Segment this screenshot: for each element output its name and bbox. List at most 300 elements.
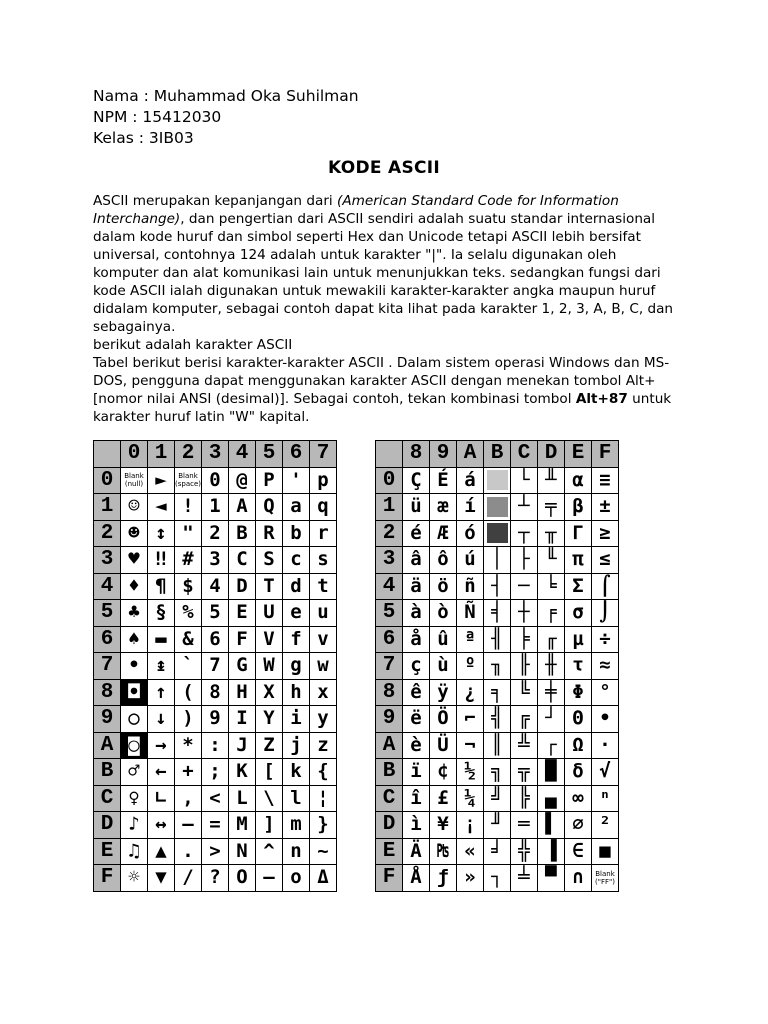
char-cell: m	[283, 812, 310, 839]
char-cell: ♣	[121, 600, 148, 627]
char-cell: .	[175, 838, 202, 865]
char-cell: î	[403, 785, 430, 812]
char-cell: ·	[592, 732, 619, 759]
char-cell: ♦	[121, 573, 148, 600]
char-cell: Σ	[565, 573, 592, 600]
char-cell: å	[403, 626, 430, 653]
text-span: Tabel berikut berisi karakter-karakter ASCII . Dalam sistem operasi Windows dan MS-DOS, pengguna dapat menggunakan karakter ASCII dengan menekan tombol Alt+[nomor nilai ANSI (desimal)]. Sebagai contoh, tekan kombinasi tombol	[93, 355, 670, 407]
row-header: 6	[94, 626, 121, 653]
char-cell: ‼	[148, 547, 175, 574]
row-header: 5	[94, 600, 121, 627]
char-cell: ₧	[430, 838, 457, 865]
char-cell: ^	[256, 838, 283, 865]
corner-cell	[376, 441, 403, 468]
column-header: 7	[310, 441, 337, 468]
char-cell: (	[175, 679, 202, 706]
row-header: B	[94, 759, 121, 786]
char-cell: ╛	[484, 838, 511, 865]
char-cell: ╥	[538, 520, 565, 547]
char-cell: §	[148, 600, 175, 627]
char-cell: →	[148, 732, 175, 759]
char-cell: 9	[202, 706, 229, 733]
char-cell: ⁿ	[592, 785, 619, 812]
char-cell: x	[310, 679, 337, 706]
char-cell: ä	[403, 573, 430, 600]
student-npm: NPM : 15412030	[93, 108, 222, 126]
char-cell: P	[256, 467, 283, 494]
char-cell: ÷	[592, 626, 619, 653]
char-cell: δ	[565, 759, 592, 786]
char-cell: ∅	[565, 812, 592, 839]
char-cell: ┤	[484, 573, 511, 600]
table-row	[376, 653, 619, 680]
char-cell: ▄	[538, 785, 565, 812]
table-row	[376, 732, 619, 759]
bold-span: Alt+87	[575, 391, 628, 407]
char-cell: C	[229, 547, 256, 574]
char-cell: ╪	[538, 679, 565, 706]
char-cell: 2	[202, 520, 229, 547]
char-cell: Ü	[430, 732, 457, 759]
table-row	[94, 679, 337, 706]
char-cell: £	[430, 785, 457, 812]
row-header: F	[94, 865, 121, 892]
char-cell: ╗	[484, 759, 511, 786]
char-cell: ▬	[148, 626, 175, 653]
column-header: 6	[283, 441, 310, 468]
row-header: 5	[376, 600, 403, 627]
header-row	[376, 441, 619, 468]
char-cell: Ä	[403, 838, 430, 865]
char-cell: R	[256, 520, 283, 547]
column-header: 0	[121, 441, 148, 468]
char-cell: y	[310, 706, 337, 733]
table-row	[376, 467, 619, 494]
table-row	[94, 759, 337, 786]
row-header: E	[376, 838, 403, 865]
char-cell: ╢	[484, 626, 511, 653]
char-cell: +	[175, 759, 202, 786]
char-cell: v	[310, 626, 337, 653]
char-cell: ¿	[457, 679, 484, 706]
char-cell: ┼	[511, 600, 538, 627]
char-cell: b	[283, 520, 310, 547]
char-cell: z	[310, 732, 337, 759]
char-cell: ♀	[121, 785, 148, 812]
char-cell: !	[175, 494, 202, 521]
char-cell: t	[310, 573, 337, 600]
char-cell: #	[175, 547, 202, 574]
char-cell: ü	[403, 494, 430, 521]
char-cell: ╜	[484, 812, 511, 839]
char-cell: ☺	[121, 494, 148, 521]
column-header: D	[538, 441, 565, 468]
char-cell: à	[403, 600, 430, 627]
text-span: untuk karakter huruf latin "W" kapital.	[93, 391, 672, 425]
char-cell: ◄	[148, 494, 175, 521]
char-cell: s	[310, 547, 337, 574]
char-cell: }	[310, 812, 337, 839]
char-cell: 6	[202, 626, 229, 653]
row-header: 8	[376, 679, 403, 706]
char-cell: /	[175, 865, 202, 892]
char-cell: Ö	[430, 706, 457, 733]
table-row	[94, 732, 337, 759]
char-cell: ▐	[538, 838, 565, 865]
char-cell: │	[484, 547, 511, 574]
column-header: 4	[229, 441, 256, 468]
char-cell: ←	[148, 759, 175, 786]
table-row	[376, 547, 619, 574]
row-header: D	[376, 812, 403, 839]
char-cell: ↕	[148, 520, 175, 547]
char-cell: ╦	[511, 759, 538, 786]
intro-text	[93, 192, 683, 426]
char-cell: ≡	[592, 467, 619, 494]
char-cell: M	[229, 812, 256, 839]
char-cell: ≥	[592, 520, 619, 547]
char-cell: ▲	[148, 838, 175, 865]
char-cell: ☻	[121, 520, 148, 547]
char-cell: `	[175, 653, 202, 680]
char-cell: &	[175, 626, 202, 653]
table-row	[94, 838, 337, 865]
char-cell: ?	[202, 865, 229, 892]
char-cell: ╠	[511, 785, 538, 812]
char-cell: g	[283, 653, 310, 680]
row-header: 0	[376, 467, 403, 494]
char-cell: ○	[121, 706, 148, 733]
char-cell: o	[283, 865, 310, 892]
char-cell: i	[283, 706, 310, 733]
char-cell: c	[283, 547, 310, 574]
char-cell: ▼	[148, 865, 175, 892]
char-cell: J	[229, 732, 256, 759]
char-cell: ]	[256, 812, 283, 839]
char-cell: n	[283, 838, 310, 865]
char-cell: ╩	[511, 732, 538, 759]
table-row	[94, 467, 337, 494]
row-header: 8	[94, 679, 121, 706]
char-cell: ó	[457, 520, 484, 547]
char-cell: ├	[511, 547, 538, 574]
char-cell: ┌	[538, 732, 565, 759]
table-row	[376, 679, 619, 706]
row-header: D	[94, 812, 121, 839]
table-row	[376, 626, 619, 653]
char-cell: h	[283, 679, 310, 706]
char-cell	[484, 520, 511, 547]
table-row	[94, 520, 337, 547]
char-cell: Z	[256, 732, 283, 759]
table-row	[376, 812, 619, 839]
row-header: 4	[376, 573, 403, 600]
char-cell: "	[175, 520, 202, 547]
table-row	[376, 838, 619, 865]
char-cell: V	[256, 626, 283, 653]
char-cell: ║	[484, 732, 511, 759]
char-cell: ª	[457, 626, 484, 653]
table-row	[376, 759, 619, 786]
table-row	[376, 785, 619, 812]
row-header: 2	[376, 520, 403, 547]
char-cell: ┬	[511, 520, 538, 547]
char-cell: ╤	[538, 494, 565, 521]
char-cell: ♪	[121, 812, 148, 839]
char-cell: Y	[256, 706, 283, 733]
char-cell: Blank ("FF")	[592, 865, 619, 892]
char-cell: q	[310, 494, 337, 521]
char-cell: ◙	[121, 732, 148, 759]
char-cell: ï	[403, 759, 430, 786]
table-row	[94, 653, 337, 680]
char-cell: ê	[403, 679, 430, 706]
char-cell: K	[229, 759, 256, 786]
char-cell: 7	[202, 653, 229, 680]
char-cell: *	[175, 732, 202, 759]
char-cell: ↔	[148, 812, 175, 839]
char-cell: ∟	[148, 785, 175, 812]
char-cell: ╟	[511, 653, 538, 680]
char-cell: ⌐	[457, 706, 484, 733]
char-cell: ô	[430, 547, 457, 574]
char-cell: ∞	[565, 785, 592, 812]
char-cell: ╔	[511, 706, 538, 733]
char-cell: f	[283, 626, 310, 653]
char-cell: r	[310, 520, 337, 547]
row-header: A	[94, 732, 121, 759]
char-cell: ╘	[538, 573, 565, 600]
table-row	[94, 547, 337, 574]
row-header: 6	[376, 626, 403, 653]
char-cell: ╓	[538, 626, 565, 653]
char-cell: á	[457, 467, 484, 494]
char-cell: ¼	[457, 785, 484, 812]
char-cell: ╝	[484, 785, 511, 812]
char-cell: —	[256, 865, 283, 892]
row-header: B	[376, 759, 403, 786]
char-cell: ▌	[538, 812, 565, 839]
char-cell: í	[457, 494, 484, 521]
char-cell: •	[121, 653, 148, 680]
row-header: E	[94, 838, 121, 865]
char-cell: ╙	[538, 547, 565, 574]
char-cell: ◘	[121, 679, 148, 706]
row-header: 9	[376, 706, 403, 733]
char-cell: ♥	[121, 547, 148, 574]
char-cell: ñ	[457, 573, 484, 600]
char-cell: ╒	[538, 600, 565, 627]
char-cell: \	[256, 785, 283, 812]
column-header: C	[511, 441, 538, 468]
char-cell: ì	[403, 812, 430, 839]
char-cell: –	[175, 812, 202, 839]
char-cell: ╫	[538, 653, 565, 680]
column-header: 3	[202, 441, 229, 468]
column-header: B	[484, 441, 511, 468]
student-name: Nama : Muhammad Oka Suhilman	[93, 87, 359, 105]
char-cell: [	[256, 759, 283, 786]
char-cell: ⌠	[592, 573, 619, 600]
column-header: F	[592, 441, 619, 468]
char-cell: D	[229, 573, 256, 600]
row-header: 0	[94, 467, 121, 494]
char-cell: 3	[202, 547, 229, 574]
char-cell: ↨	[148, 653, 175, 680]
char-cell: S	[256, 547, 283, 574]
student-info	[93, 86, 359, 149]
char-cell: 8	[202, 679, 229, 706]
row-header: F	[376, 865, 403, 892]
char-cell: Ñ	[457, 600, 484, 627]
char-cell: ±	[592, 494, 619, 521]
char-cell: µ	[565, 626, 592, 653]
char-cell: º	[457, 653, 484, 680]
char-cell: %	[175, 600, 202, 627]
char-cell: ²	[592, 812, 619, 839]
char-cell: 1	[202, 494, 229, 521]
table-row	[94, 785, 337, 812]
char-cell: É	[430, 467, 457, 494]
table-row	[94, 626, 337, 653]
char-cell	[484, 467, 511, 494]
shade-swatch	[487, 497, 508, 517]
char-cell: ┴	[511, 494, 538, 521]
row-header: 9	[94, 706, 121, 733]
char-cell: ,	[175, 785, 202, 812]
char-cell: █	[538, 759, 565, 786]
char-cell: ↓	[148, 706, 175, 733]
row-header: C	[94, 785, 121, 812]
row-header: 3	[94, 547, 121, 574]
table-row	[376, 520, 619, 547]
char-cell: Θ	[565, 706, 592, 733]
row-header: 7	[94, 653, 121, 680]
row-header: C	[376, 785, 403, 812]
row-header: 4	[94, 573, 121, 600]
header-row	[94, 441, 337, 468]
char-cell: A	[229, 494, 256, 521]
char-cell: >	[202, 838, 229, 865]
char-cell: â	[403, 547, 430, 574]
char-cell: è	[403, 732, 430, 759]
table-row	[94, 494, 337, 521]
column-header: 1	[148, 441, 175, 468]
char-cell: u	[310, 600, 337, 627]
corner-cell	[94, 441, 121, 468]
shade-swatch	[487, 470, 508, 490]
char-cell: ¶	[148, 573, 175, 600]
char-cell: =	[202, 812, 229, 839]
char-cell: ♫	[121, 838, 148, 865]
table-row	[376, 494, 619, 521]
char-cell: <	[202, 785, 229, 812]
char-cell: π	[565, 547, 592, 574]
char-cell: j	[283, 732, 310, 759]
char-cell: I	[229, 706, 256, 733]
char-cell: Æ	[430, 520, 457, 547]
char-cell: @	[229, 467, 256, 494]
char-cell: ╚	[511, 679, 538, 706]
char-cell: û	[430, 626, 457, 653]
char-cell: ┘	[538, 706, 565, 733]
char-cell: O	[229, 865, 256, 892]
char-cell: β	[565, 494, 592, 521]
column-header: 9	[430, 441, 457, 468]
char-cell: ƒ	[430, 865, 457, 892]
row-header: 2	[94, 520, 121, 547]
char-cell: L	[229, 785, 256, 812]
char-cell: :	[202, 732, 229, 759]
char-cell: ╕	[484, 679, 511, 706]
char-cell: $	[175, 573, 202, 600]
char-cell: 0	[202, 467, 229, 494]
row-header: 1	[376, 494, 403, 521]
paragraph-intro: berikut adalah karakter ASCII	[93, 337, 293, 353]
char-cell: w	[310, 653, 337, 680]
table-row	[94, 812, 337, 839]
column-header: A	[457, 441, 484, 468]
char-cell: d	[283, 573, 310, 600]
ascii-table-left	[93, 440, 337, 892]
char-cell: Blank (space)	[175, 467, 202, 494]
table-row	[94, 573, 337, 600]
char-cell: ╨	[538, 467, 565, 494]
char-cell: k	[283, 759, 310, 786]
row-header: 7	[376, 653, 403, 680]
column-header: 2	[175, 441, 202, 468]
char-cell: 5	[202, 600, 229, 627]
shade-swatch	[487, 523, 508, 543]
char-cell: B	[229, 520, 256, 547]
char-cell: E	[229, 600, 256, 627]
paragraph-definition	[93, 192, 683, 336]
char-cell: Å	[403, 865, 430, 892]
char-cell: ▀	[538, 865, 565, 892]
char-cell: ö	[430, 573, 457, 600]
char-cell: ─	[511, 573, 538, 600]
char-cell: p	[310, 467, 337, 494]
char-cell: ¥	[430, 812, 457, 839]
char-cell: •	[592, 706, 619, 733]
char-cell: é	[403, 520, 430, 547]
char-cell: X	[256, 679, 283, 706]
text-span: , dan pengertian dari ASCII sendiri adalah suatu standar internasional dalam kode huruf dan simbol seperti Hex dan Unicode tetapi ASCII lebih bersifat universal, contohnya 124 adalah untuk karakter "|". Ia selalu digunakan oleh komputer dan alat komunikasi lain untuk menunjukkan teks. sedangkan fungsi dari kode ASCII ialah digunakan untuk mewakili karakter-karakter angka maupun huruf didalam komputer, sebagai contoh dapat kita lihat pada karakter 1, 2, 3, A, B, C, dan sebagainya.	[93, 211, 674, 335]
char-cell: ♠	[121, 626, 148, 653]
char-cell: ¦	[310, 785, 337, 812]
row-header: A	[376, 732, 403, 759]
char-cell: Blank (null)	[121, 467, 148, 494]
char-cell: U	[256, 600, 283, 627]
char-cell: √	[592, 759, 619, 786]
char-cell: ¬	[457, 732, 484, 759]
char-cell: ╡	[484, 600, 511, 627]
char-cell: ╖	[484, 653, 511, 680]
char-cell: ↑	[148, 679, 175, 706]
italic-span: (American Standard Code for Information Interchange)	[93, 193, 619, 227]
row-header: 1	[94, 494, 121, 521]
page-title: KODE ASCII	[327, 158, 441, 178]
char-cell: ≈	[592, 653, 619, 680]
char-cell: Γ	[565, 520, 592, 547]
table-row	[376, 600, 619, 627]
char-cell: N	[229, 838, 256, 865]
char-cell: ╞	[511, 626, 538, 653]
char-cell: «	[457, 838, 484, 865]
table-row	[376, 573, 619, 600]
row-header: 3	[376, 547, 403, 574]
table-row	[94, 706, 337, 733]
